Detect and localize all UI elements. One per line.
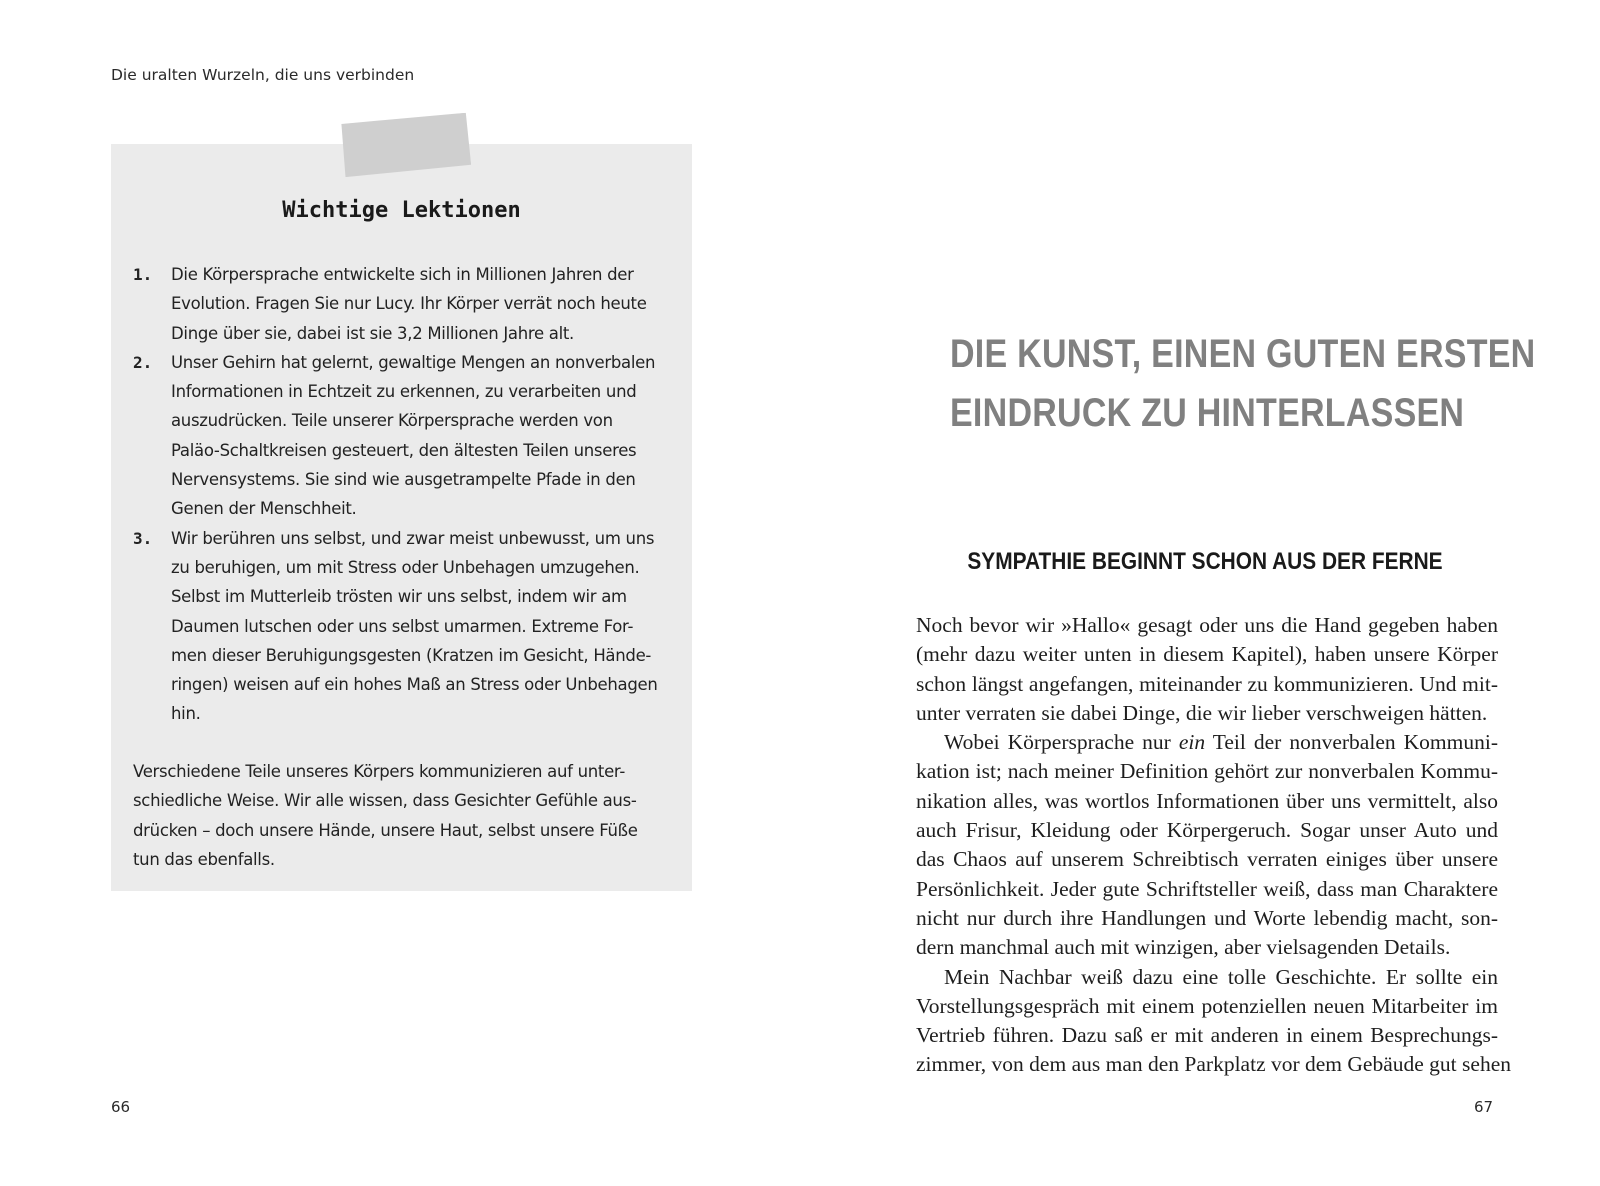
emphasis-word: ein xyxy=(1178,730,1206,755)
lessons-closing-paragraph xyxy=(133,757,678,874)
lesson-line: ringen) weisen auf ein hohes Maß an Stress oder Unbehagen xyxy=(171,675,658,695)
body-text xyxy=(916,611,1511,1080)
body-line: Noch bevor wir »Hallo« gesagt oder uns die Hand gegeben haben xyxy=(916,613,1498,637)
lesson-text xyxy=(171,348,655,524)
lesson-line: Dinge über sie, dabei ist sie 3,2 Millionen Jahre alt. xyxy=(171,323,574,343)
body-line: Vorstellungsgespräch mit einem potenziellen neuen Mitarbeiter im xyxy=(916,993,1498,1018)
lesson-line: Paläo-Schaltkreisen gesteuert, den ältesten Teilen unseres xyxy=(171,440,637,460)
lesson-line: Nervensystems. Sie sind wie ausgetrampelte Pfade in den xyxy=(171,470,636,490)
lesson-list xyxy=(133,260,673,729)
body-line-start: Wobei Körpersprache nur xyxy=(944,730,1179,755)
body-line: unter verraten sie dabei Dinge, die wir lieber verschweigen hätten. xyxy=(916,700,1488,725)
body-line: Persönlichkeit. Jeder gute Schriftsteller weiß, dass man Charaktere xyxy=(916,876,1498,901)
lesson-line: zu beruhigen, um mit Stress oder Unbehagen umzugehen. xyxy=(171,557,640,577)
lesson-line: men dieser Beruhigungsgesten (Kratzen im Gesicht, Hände- xyxy=(171,645,652,665)
closing-line: Verschiedene Teile unseres Körpers kommunizieren auf unter- xyxy=(133,762,625,781)
body-line-end: Teil der nonverbalen Kommuni- xyxy=(1205,730,1498,755)
lesson-item xyxy=(133,524,673,729)
section-heading: SYMPATHIE BEGINNT SCHON AUS DER FERNE xyxy=(967,548,1443,575)
body-line: (mehr dazu weiter unten in diesem Kapitel), haben unsere Körper xyxy=(916,642,1498,667)
body-line: dern manchmal auch mit winzigen, aber vielsagenden Details. xyxy=(916,935,1451,960)
lesson-line: Daumen lutschen oder uns selbst umarmen. Extreme For- xyxy=(171,616,634,636)
lesson-line: Informationen in Echtzeit zu erkennen, zu verarbeiten und xyxy=(171,382,637,402)
lesson-line: Genen der Menschheit. xyxy=(171,499,357,519)
closing-line: drücken – doch unsere Hände, unsere Haut, selbst unsere Füße xyxy=(133,820,638,840)
body-line xyxy=(916,728,1498,757)
body-line: Vertrieb führen. Dazu saß er mit anderen in einem Besprechungs- xyxy=(916,1023,1498,1048)
lesson-line: Evolution. Fragen Sie nur Lucy. Ihr Körper verrät noch heute xyxy=(171,294,647,314)
running-head: Die uralten Wurzeln, die uns verbinden xyxy=(111,66,415,84)
body-line: kation ist; nach meiner Definition gehört zur nonverbalen Kommu- xyxy=(916,759,1498,784)
lesson-line: Wir berühren uns selbst, und zwar meist unbewusst, um uns xyxy=(171,528,655,548)
lesson-text xyxy=(171,524,658,729)
body-line: nicht nur durch ihre Handlungen und Worte lebendig macht, son- xyxy=(916,905,1498,930)
lesson-item xyxy=(133,260,673,348)
lesson-number: 1. xyxy=(133,265,153,284)
chapter-title-line: EINDRUCK ZU HINTERLASSEN xyxy=(950,391,1465,435)
lesson-line: Die Körpersprache entwickelte sich in Millionen Jahren der xyxy=(171,265,634,284)
body-line: auch Frisur, Kleidung oder Körpergeruch. Sogar unser Auto und xyxy=(916,818,1498,843)
body-line: Mein Nachbar weiß dazu eine tolle Geschichte. Er sollte ein xyxy=(944,964,1498,989)
body-line: zimmer, von dem aus man den Parkplatz vor dem Gebäude gut sehen xyxy=(916,1052,1511,1077)
chapter-title xyxy=(950,325,1536,443)
lesson-line: Unser Gehirn hat gelernt, gewaltige Mengen an nonverbalen xyxy=(171,352,656,372)
body-line: das Chaos auf unserem Schreibtisch verraten einiges über unsere xyxy=(916,847,1498,872)
lesson-line: auszudrücken. Teile unserer Körpersprache werden von xyxy=(171,411,613,431)
page-number-left: 66 xyxy=(111,1098,131,1116)
lesson-line: hin. xyxy=(171,704,201,724)
lesson-line: Selbst im Mutterleib trösten wir uns selbst, indem wir am xyxy=(171,587,627,607)
lessons-title: Wichtige Lektionen xyxy=(282,198,521,223)
closing-line: schiedliche Weise. Wir alle wissen, dass Gesichter Gefühle aus- xyxy=(133,791,637,811)
lesson-item xyxy=(133,348,673,524)
chapter-title-line: DIE KUNST, EINEN GUTEN ERSTEN xyxy=(950,332,1536,376)
closing-line: tun das ebenfalls. xyxy=(133,849,275,869)
body-line: schon längst angefangen, miteinander zu kommunizieren. Und mit- xyxy=(916,671,1498,696)
lesson-text xyxy=(171,260,647,348)
lesson-number: 3. xyxy=(133,528,153,548)
body-line: nikation alles, was wortlos Informationen über uns vermittelt, also xyxy=(916,788,1498,813)
page-number-right: 67 xyxy=(1474,1098,1494,1116)
lesson-number: 2. xyxy=(133,352,153,372)
